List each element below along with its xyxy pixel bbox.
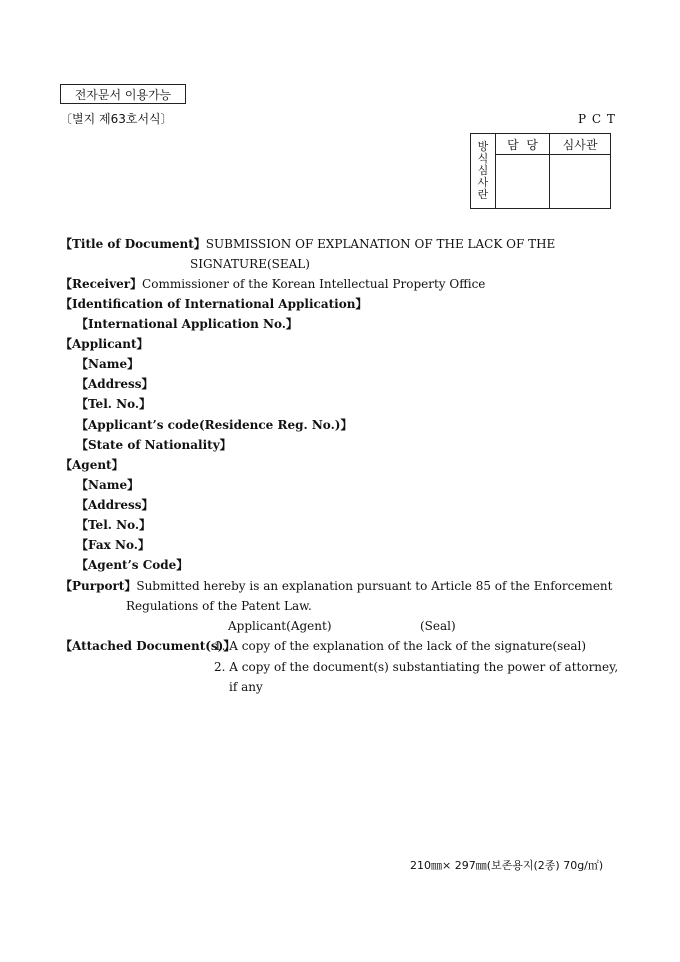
review-box-col-examiner: 심사관: [550, 134, 611, 155]
formality-review-box: [470, 133, 611, 209]
applicant-name-label: 【Name】: [76, 357, 140, 371]
title-of-document-row: [60, 237, 555, 251]
receiver-value: Commissioner of the Korean Intellectual Property Office: [142, 277, 486, 291]
paper-size-note: 210㎜× 297㎜(보존용지(2종) 70g/㎡): [410, 859, 604, 872]
review-box-charge-cell: [496, 155, 550, 209]
purport-row: [60, 579, 612, 593]
purport-value-line2: Regulations of the Patent Law.: [126, 599, 312, 613]
title-value-line1: SUBMISSION OF EXPLANATION OF THE LACK OF THE: [205, 237, 556, 251]
applicant-address-label: 【Address】: [76, 377, 154, 391]
agent-code-label: 【Agent’s Code】: [76, 558, 189, 572]
attached-document-1: 1. A copy of the explanation of the lack of the signature(seal): [214, 639, 587, 653]
electronic-document-available-label: 전자문서 이용가능: [60, 84, 186, 104]
form-reference: 〔별지 제63호서식〕: [60, 112, 173, 126]
title-label: 【Title of Document】: [60, 237, 206, 251]
purport-value-line1: Submitted hereby is an explanation pursuant to Article 85 of the Enforcement: [136, 579, 613, 593]
title-value-line2: SIGNATURE(SEAL): [190, 257, 310, 271]
seal-label: (Seal): [420, 619, 456, 633]
review-box-examiner-cell: [550, 155, 611, 209]
applicant-tel-label: 【Tel. No.】: [76, 397, 152, 411]
signer-label: Applicant(Agent): [228, 619, 332, 633]
pct-label: P C T: [578, 112, 616, 126]
agent-fax-label: 【Fax No.】: [76, 538, 150, 552]
review-box-col-charge: 담 당: [496, 134, 550, 155]
agent-name-label: 【Name】: [76, 478, 140, 492]
receiver-row: [60, 277, 485, 291]
agent-tel-label: 【Tel. No.】: [76, 518, 152, 532]
applicant-label: 【Applicant】: [60, 337, 149, 351]
attached-document-2: 2. A copy of the document(s) substantiating the power of attorney,: [214, 660, 619, 674]
applicant-nationality-label: 【State of Nationality】: [76, 438, 232, 452]
attached-document-2-cont: if any: [229, 680, 263, 694]
attached-documents-label: 【Attached Document(s)】: [60, 639, 236, 653]
international-application-no-label: 【International Application No.】: [76, 317, 298, 331]
applicant-code-label: 【Applicant’s code(Residence Reg. No.)】: [76, 418, 353, 432]
identification-label: 【Identification of International Application】: [60, 297, 368, 311]
purport-label: 【Purport】: [60, 579, 137, 593]
agent-address-label: 【Address】: [76, 498, 154, 512]
agent-label: 【Agent】: [60, 458, 124, 472]
receiver-label: 【Receiver】: [60, 277, 143, 291]
review-box-vertical-label: 방 식 심 사 란: [471, 134, 496, 209]
